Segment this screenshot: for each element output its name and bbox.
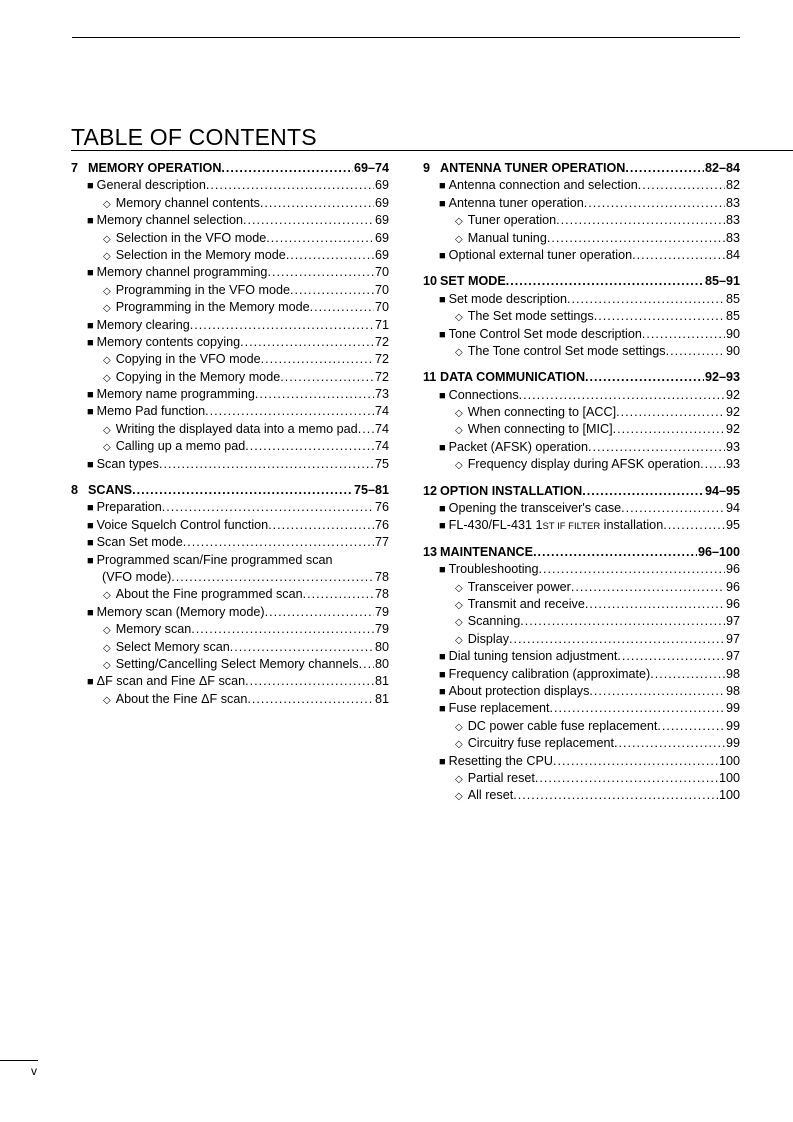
toc-section[interactable]: ■ Antenna connection and selection ..... 82 <box>423 177 740 194</box>
chapter-number: 7 <box>71 161 79 175</box>
chapter-title: ANTENNA TUNER OPERATION <box>440 161 626 175</box>
diamond-bullet-icon: ◇ <box>103 694 111 706</box>
square-bullet-icon: ■ <box>87 389 94 402</box>
diamond-bullet-icon: ◇ <box>455 346 463 358</box>
square-bullet-icon: ■ <box>87 406 94 419</box>
chapter-pages: 94–95 <box>704 483 740 498</box>
diamond-bullet-icon: ◇ <box>455 233 463 245</box>
chapter-number: 9 <box>423 161 431 175</box>
diamond-bullet-icon: ◇ <box>103 250 111 262</box>
toc-chapter-10[interactable] <box>423 273 740 290</box>
chapter-pages: 69–74 <box>353 161 389 175</box>
small-caps-text: ST IF FILTER <box>542 521 601 533</box>
square-bullet-icon: ■ <box>87 676 94 689</box>
square-bullet-icon: ■ <box>87 606 94 619</box>
header-rule <box>72 37 740 38</box>
toc-subsection[interactable]: ◇ DC power cable fuse replacement ..... 99 <box>423 718 740 735</box>
page-title: TABLE OF CONTENTS <box>71 124 793 151</box>
toc-subsection[interactable]: ◇ Scanning ..... 97 <box>423 613 740 630</box>
chapter-pages: 96–100 <box>697 544 740 559</box>
toc-subsection[interactable]: ◇ When connecting to [MIC] ..... 92 <box>423 421 740 438</box>
toc-subsection[interactable]: ◇ Copying in the VFO mode ..... 72 <box>71 351 389 368</box>
chapter-title: SCANS <box>88 483 133 498</box>
toc-section[interactable]: ■ Scan types ..... 75 <box>71 456 389 473</box>
chapter-pages: 75–81 <box>353 483 389 498</box>
square-bullet-icon: ■ <box>87 502 94 515</box>
square-bullet-icon: ■ <box>87 458 94 471</box>
toc-subsection[interactable]: ◇ The Tone control Set mode settings ..... 90 <box>423 343 740 360</box>
square-bullet-icon: ■ <box>439 685 446 698</box>
chapter-number: 10 <box>423 274 438 289</box>
toc-section[interactable]: ■ Opening the transceiver's case ..... 94 <box>423 500 740 517</box>
square-bullet-icon: ■ <box>439 197 446 210</box>
diamond-bullet-icon: ◇ <box>455 425 463 437</box>
square-bullet-icon: ■ <box>439 520 446 533</box>
page-number: v <box>31 1064 37 1078</box>
diamond-bullet-icon: ◇ <box>103 625 111 637</box>
diamond-bullet-icon: ◇ <box>455 460 463 472</box>
toc-subsection[interactable]: ◇ Selection in the Memory mode ..... 69 <box>71 247 389 264</box>
footer-rule <box>0 1060 38 1061</box>
toc-section[interactable]: ■ Memory scan (Memory mode) ..... 79 <box>71 604 389 621</box>
toc-chapter-13[interactable] <box>423 544 740 561</box>
square-bullet-icon: ■ <box>439 293 446 306</box>
toc-section[interactable]: ■ ΔF scan and Fine ΔF scan ..... 81 <box>71 673 389 690</box>
toc-section[interactable]: ■ Frequency calibration (approximate) ..... 98 <box>423 666 740 683</box>
leader-dots <box>625 160 704 177</box>
toc-chapter-12[interactable] <box>423 483 740 500</box>
chapter-number: 11 <box>423 370 437 385</box>
square-bullet-icon: ■ <box>439 503 446 516</box>
toc-section[interactable]: ■ Dial tuning tension adjustment ..... 97 <box>423 648 740 665</box>
square-bullet-icon: ■ <box>439 755 446 768</box>
square-bullet-icon: ■ <box>439 668 446 681</box>
chapter-title: MAINTENANCE <box>440 544 534 559</box>
diamond-bullet-icon: ◇ <box>455 312 463 324</box>
toc-subsection[interactable]: ◇ The Set mode settings ..... 85 <box>423 308 740 325</box>
diamond-bullet-icon: ◇ <box>103 642 111 654</box>
square-bullet-icon: ■ <box>87 180 94 193</box>
toc-chapter-9[interactable] <box>423 160 740 177</box>
leader-dots <box>585 369 704 386</box>
toc-subsection[interactable]: ◇ Memory scan ..... 79 <box>71 621 389 638</box>
square-bullet-icon: ■ <box>87 519 94 532</box>
toc-subsection[interactable]: ◇ When connecting to [ACC] ..... 92 <box>423 404 740 421</box>
toc-subsection[interactable]: ◇ All reset ..... 100 <box>423 787 740 804</box>
square-bullet-icon: ■ <box>87 267 94 280</box>
square-bullet-icon: ■ <box>439 180 446 193</box>
toc-section[interactable]: ■ Memo Pad function ..... 74 <box>71 403 389 420</box>
toc-subsection[interactable]: ◇ Writing the displayed data into a memo pad ..... 74 <box>71 421 389 438</box>
diamond-bullet-icon: ◇ <box>103 372 111 384</box>
diamond-bullet-icon: ◇ <box>455 634 463 646</box>
toc-section[interactable]: ■ Fuse replacement ..... 99 <box>423 700 740 717</box>
toc-chapter-8[interactable] <box>71 482 389 499</box>
toc-chapter-7[interactable] <box>71 160 389 177</box>
toc-subsection[interactable]: ◇ Manual tuning ..... 83 <box>423 230 740 247</box>
toc-section[interactable]: ■ Memory clearing ..... 71 <box>71 317 389 334</box>
chapter-pages: 82–84 <box>704 161 740 175</box>
toc-section[interactable]: ■ FL-430/FL-431 1 ST IF FILTER installation ..... 95 <box>423 517 740 534</box>
toc-section[interactable]: ■ General description ..... 69 <box>71 177 389 194</box>
chapter-title: OPTION INSTALLATION <box>440 483 583 498</box>
toc-section[interactable]: ■ Set mode description ..... 85 <box>423 291 740 308</box>
diamond-bullet-icon: ◇ <box>455 216 463 228</box>
toc-section[interactable]: ■ Packet (AFSK) operation ..... 93 <box>423 439 740 456</box>
square-bullet-icon: ■ <box>439 651 446 664</box>
diamond-bullet-icon: ◇ <box>103 198 111 210</box>
toc-section[interactable]: ■ Scan Set mode ..... 77 <box>71 534 389 551</box>
diamond-bullet-icon: ◇ <box>103 590 111 602</box>
toc-section[interactable]: ■ Resetting the CPU ..... 100 <box>423 753 740 770</box>
diamond-bullet-icon: ◇ <box>103 233 111 245</box>
toc-subsection[interactable]: ◇ Select Memory scan ..... 80 <box>71 639 389 656</box>
diamond-bullet-icon: ◇ <box>455 617 463 629</box>
toc-subsection[interactable]: ◇ About the Fine programmed scan ..... 78 <box>71 586 389 603</box>
toc-section[interactable]: ■ Voice Squelch Control function ..... 76 <box>71 517 389 534</box>
toc-section[interactable]: ■ Optional external tuner operation ..... 84 <box>423 247 740 264</box>
toc-subsection[interactable]: ◇ Programming in the Memory mode ..... 70 <box>71 299 389 316</box>
toc-section[interactable]: ■ Connections ..... 92 <box>423 387 740 404</box>
square-bullet-icon: ■ <box>439 564 446 577</box>
diamond-bullet-icon: ◇ <box>103 303 111 315</box>
toc-subsection[interactable]: ◇ Selection in the VFO mode ..... 69 <box>71 230 389 247</box>
diamond-bullet-icon: ◇ <box>103 285 111 297</box>
chapter-number: 12 <box>423 483 438 498</box>
toc-subsection[interactable]: ◇ Transceiver power ..... 96 <box>423 579 740 596</box>
chapter-pages: 85–91 <box>704 274 740 289</box>
square-bullet-icon: ■ <box>87 554 94 567</box>
diamond-bullet-icon: ◇ <box>455 721 463 733</box>
toc-right-column <box>423 160 740 805</box>
toc-subsection[interactable]: ◇ Display ..... 97 <box>423 631 740 648</box>
toc-subsection[interactable]: ◇ Copying in the Memory mode ..... 72 <box>71 369 389 386</box>
leader-dots <box>132 482 353 499</box>
diamond-bullet-icon: ◇ <box>103 355 111 367</box>
square-bullet-icon: ■ <box>439 328 446 341</box>
leader-dots <box>533 544 697 561</box>
toc-section[interactable]: ■ Memory channel selection ..... 69 <box>71 212 389 229</box>
square-bullet-icon: ■ <box>87 215 94 228</box>
chapter-title: SET MODE <box>440 274 506 289</box>
toc-subsection[interactable]: ◇ Transmit and receive ..... 96 <box>423 596 740 613</box>
toc-subsection[interactable]: ◇ Tuner operation ..... 83 <box>423 212 740 229</box>
toc-section[interactable]: ■ Antenna tuner operation ..... 83 <box>423 195 740 212</box>
chapter-title: DATA COMMUNICATION <box>440 370 586 385</box>
square-bullet-icon: ■ <box>439 441 446 454</box>
toc-section-continued[interactable]: (VFO mode) ..... 78 <box>71 569 389 586</box>
diamond-bullet-icon: ◇ <box>455 408 463 420</box>
square-bullet-icon: ■ <box>87 537 94 550</box>
toc-chapter-11[interactable] <box>423 369 740 386</box>
toc-section[interactable]: ■ Memory contents copying ..... 72 <box>71 334 389 351</box>
diamond-bullet-icon: ◇ <box>455 739 463 751</box>
leader-dots <box>506 273 704 290</box>
diamond-bullet-icon: ◇ <box>455 582 463 594</box>
chapter-number: 13 <box>423 544 438 559</box>
chapter-number: 8 <box>71 483 79 498</box>
toc-subsection[interactable]: ◇ Memory channel contents ..... 69 <box>71 195 389 212</box>
diamond-bullet-icon: ◇ <box>103 659 111 671</box>
toc-section[interactable]: ■ Memory name programming ..... 73 <box>71 386 389 403</box>
toc-left-column <box>71 160 389 708</box>
square-bullet-icon: ■ <box>87 336 94 349</box>
toc-section[interactable]: ■ Preparation ..... 76 <box>71 499 389 516</box>
toc-subsection[interactable]: ◇ Programming in the VFO mode ..... 70 <box>71 282 389 299</box>
toc-section[interactable]: ■ Tone Control Set mode description ..... 90 <box>423 326 740 343</box>
diamond-bullet-icon: ◇ <box>103 424 111 436</box>
square-bullet-icon: ■ <box>439 249 446 262</box>
diamond-bullet-icon: ◇ <box>455 773 463 785</box>
toc-subsection[interactable]: ◇ About the Fine ΔF scan ..... 81 <box>71 691 389 708</box>
square-bullet-icon: ■ <box>439 389 446 402</box>
toc-subsection[interactable]: ◇ Partial reset ..... 100 <box>423 770 740 787</box>
toc-subsection[interactable]: ◇ Circuitry fuse replacement ..... 99 <box>423 735 740 752</box>
chapter-title: MEMORY OPERATION <box>88 161 222 175</box>
diamond-bullet-icon: ◇ <box>455 599 463 611</box>
toc-subsection[interactable]: ◇ Frequency display during AFSK operation ..... 93 <box>423 456 740 473</box>
leader-dots <box>582 483 704 500</box>
diamond-bullet-icon: ◇ <box>103 442 111 454</box>
toc-section[interactable]: ■ About protection displays ..... 98 <box>423 683 740 700</box>
toc-section[interactable]: ■ Troubleshooting ..... 96 <box>423 561 740 578</box>
toc-subsection[interactable]: ◇ Setting/Cancelling Select Memory channels ..... 80 <box>71 656 389 673</box>
toc-section[interactable]: ■ Memory channel programming ..... 70 <box>71 264 389 281</box>
diamond-bullet-icon: ◇ <box>455 791 463 803</box>
leader-dots <box>221 160 353 177</box>
chapter-pages: 92–93 <box>704 370 740 385</box>
toc-section[interactable]: ■ Programmed scan/Fine programmed scan <box>71 552 389 569</box>
square-bullet-icon: ■ <box>87 319 94 332</box>
toc-subsection[interactable]: ◇ Calling up a memo pad ..... 74 <box>71 438 389 455</box>
square-bullet-icon: ■ <box>439 703 446 716</box>
